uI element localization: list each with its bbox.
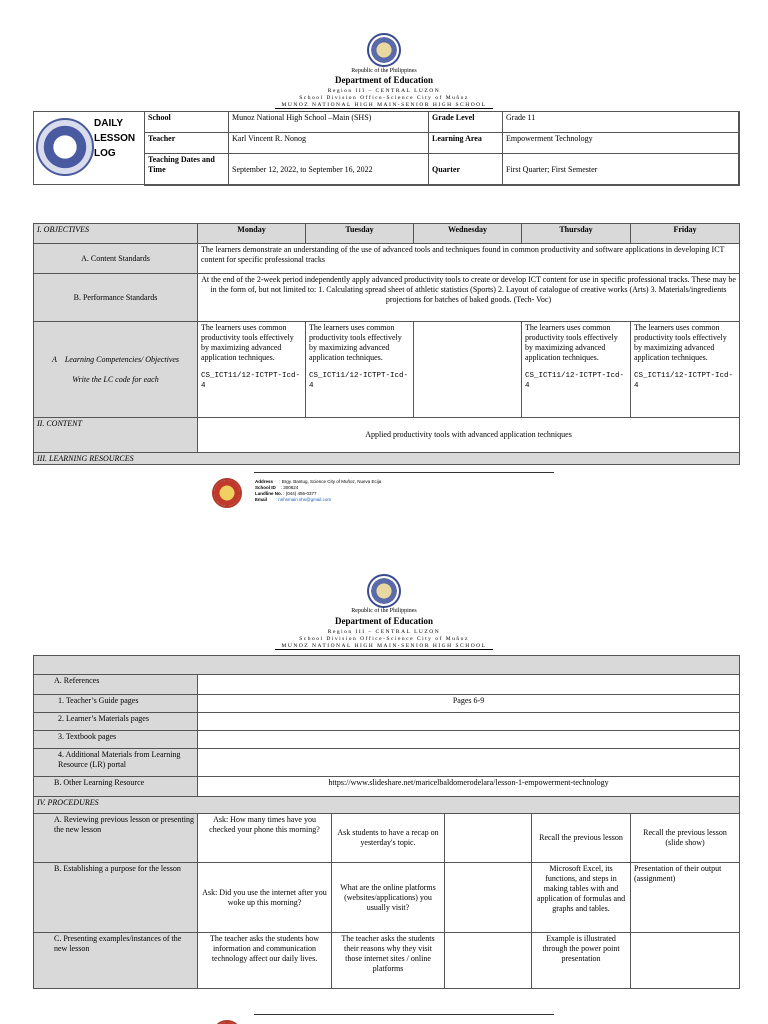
day-tuesday: Tuesday (306, 224, 414, 244)
competency-monday (198, 322, 306, 418)
day-wednesday: Wednesday (414, 224, 522, 244)
area-label: Learning Area (429, 133, 503, 154)
header-region: Region III – CENTRAL LUZON (327, 629, 441, 635)
references-value (198, 675, 740, 695)
proc-a-tuesday: Ask students to have a recap on yesterday's topic. (332, 814, 445, 863)
footer-rule (254, 1014, 554, 1015)
competency-text: The learners uses common productivity tools effectively by maximizing advanced application techniques. (634, 323, 727, 362)
competency-code: CS_ICT11/12-ICTPT-Icd-4 (309, 372, 409, 390)
competencies-title (37, 355, 194, 365)
dll-title-line: LESSON (94, 133, 136, 144)
dates-label: Teaching Dates and Time (145, 154, 229, 186)
area-value: Empowerment Technology (503, 133, 740, 154)
content-value: Applied productivity tools with advanced application techniques (198, 418, 740, 453)
header-department: Department of Education (335, 616, 433, 626)
competencies-text: Learning Competencies/ Objectives (64, 354, 180, 364)
dll-title-line: DAILY (94, 118, 124, 129)
competency-tuesday (306, 322, 414, 418)
competency-code: CS_ICT11/12-ICTPT-Icd-4 (525, 372, 625, 390)
header-rule (275, 649, 493, 650)
competency-text: The learners uses common productivity tools effectively by maximizing advanced application techniques. (201, 323, 294, 362)
proc-b-thursday: Microsoft Excel, its functions, and steps in making tables with and application of formulas and graphs and tables. (532, 863, 631, 933)
procedures-heading: IV. PROCEDURES (34, 797, 740, 814)
competencies-sub: Write the LC code for each (72, 374, 159, 384)
references-label: A. References (34, 675, 198, 695)
school-label: School (145, 112, 229, 133)
proc-c-friday (631, 933, 740, 989)
resources-top-bar (34, 656, 740, 675)
info-table (144, 111, 740, 186)
quarter-label: Quarter (429, 154, 503, 186)
header-department: Department of Education (335, 75, 433, 85)
proc-c-thursday: Example is illustrated through the power point presentation (532, 933, 631, 989)
content-standards-label: A. Content Standards (34, 244, 198, 274)
dll-title (94, 116, 135, 161)
proc-c-monday: The teacher asks the students how information and communication technology affect our daily lives. (198, 933, 332, 989)
school-value: Munoz National High School –Main (SHS) (229, 112, 429, 133)
page-footer (212, 1012, 557, 1024)
day-friday: Friday (631, 224, 740, 244)
proc-a-thursday: Recall the previous lesson (532, 814, 631, 863)
content-standards: The learners demonstrate an understanding of the use of advanced tools and techniques found in common productivity and software applications in developing ICT content for specific professional tracks (198, 244, 740, 274)
other-value[interactable]: https://www.slideshare.net/maricelbaldomerodelara/lesson-1-empowerment-technology (198, 777, 740, 797)
resources-table (33, 655, 740, 989)
proc-c-tuesday: The teacher asks the students their reasons why they visit those internet sites / online platforms (332, 933, 445, 989)
proc-a-monday: Ask: How many times have you checked your phone this morning? (198, 814, 332, 863)
textbook-value (198, 731, 740, 749)
deped-seal (367, 33, 401, 67)
teacher-value: Karl Vincent R. Nonog (229, 133, 429, 154)
objectives-table (33, 223, 740, 465)
competency-text: The learners uses common productivity tools effectively by maximizing advanced application techniques. (309, 323, 402, 362)
school-logo (212, 478, 242, 508)
day-monday: Monday (198, 224, 306, 244)
performance-standards: At the end of the 2-week period independently apply advanced productivity tools to create or develop ICT content for use in specific professional tracks. These may be in the form of, but not limited to: 1. Calculating spread sheet of athletic statistics (Sports) 2. Layout of catalogue of creative works (Arts) 3. Materials/ingredients projections for batches of baked goods. (Tech- Voc) (198, 274, 740, 322)
competency-friday (631, 322, 740, 418)
performance-standards-label: B. Performance Standards (34, 274, 198, 322)
competency-code: CS_ICT11/12-ICTPT-Icd-4 (634, 372, 734, 390)
footer-email[interactable]: Email : nnhsmain.shs@gmail.com (255, 497, 332, 502)
competency-code: CS_ICT11/12-ICTPT-Icd-4 (201, 372, 301, 390)
other-label: B. Other Learning Resource (34, 777, 198, 797)
header-school: MUNOZ NATIONAL HIGH MAIN-SENIOR HIGH SCHOOL (281, 102, 487, 108)
dll-title-line: LOG (94, 148, 116, 159)
header-republic: Republic of the Philippines (351, 608, 417, 614)
footer-school-id: School ID : 300824 (255, 485, 299, 490)
proc-b-monday: Ask: Did you use the internet after you woke up this morning? (198, 863, 332, 933)
content-heading: II. CONTENT (34, 418, 198, 453)
competency-wednesday (414, 322, 522, 418)
division-logo (36, 118, 94, 176)
dates-value: September 12, 2022, to September 16, 2022 (229, 154, 429, 186)
lm-value (198, 713, 740, 731)
tg-label: 1. Teacher’s Guide pages (34, 695, 198, 713)
footer-rule (254, 472, 554, 473)
competencies-label (34, 322, 198, 418)
grade-value: Grade 11 (503, 112, 740, 133)
header-division: School Division Office-Science City of Muñoz (299, 95, 469, 101)
deped-seal (367, 574, 401, 608)
competency-text: The learners uses common productivity tools effectively by maximizing advanced application techniques. (525, 323, 618, 362)
proc-a-friday: Recall the previous lesson (slide show) (631, 814, 740, 863)
lm-label: 2. Learner’s Materials pages (34, 713, 198, 731)
proc-b-label: B. Establishing a purpose for the lesson (34, 863, 198, 933)
competency-thursday (522, 322, 631, 418)
proc-c-wednesday (445, 933, 532, 989)
school-logo (212, 1020, 242, 1024)
textbook-label: 3. Textbook pages (34, 731, 198, 749)
proc-a-label: A. Reviewing previous lesson or presenting the new lesson (34, 814, 198, 863)
additional-label: 4. Additional Materials from Learning Resource (LR) portal (34, 749, 198, 777)
objectives-heading: I. OBJECTIVES (34, 224, 198, 244)
header-division: School Division Office-Science City of Muñoz (299, 636, 469, 642)
tg-value: Pages 6-9 (198, 695, 740, 713)
header-region: Region III – CENTRAL LUZON (327, 88, 441, 94)
teacher-label: Teacher (145, 133, 229, 154)
footer-landline: Landline No. : (044) 456-0377 (255, 491, 317, 496)
proc-b-friday: Presentation of their output (assignment) (631, 863, 740, 933)
resources-heading: III. LEARNING RESOURCES (34, 453, 740, 465)
header-rule (275, 108, 493, 109)
proc-a-wednesday (445, 814, 532, 863)
grade-label: Grade Level (429, 112, 503, 133)
header-republic: Republic of the Philippines (351, 68, 417, 74)
proc-b-wednesday (445, 863, 532, 933)
header-school: MUNOZ NATIONAL HIGH MAIN-SENIOR HIGH SCHOOL (281, 643, 487, 649)
quarter-value: First Quarter; First Semester (503, 154, 740, 186)
additional-value (198, 749, 740, 777)
day-thursday: Thursday (522, 224, 631, 244)
proc-b-tuesday: What are the online platforms (websites/applications) you usually visit? (332, 863, 445, 933)
proc-c-label: C. Presenting examples/instances of the new lesson (34, 933, 198, 989)
page-footer (212, 470, 557, 510)
competencies-letter: A (51, 354, 57, 364)
footer-address: Address : Brgy. Bantug, Science City of Muñoz, Nueva Ecija (255, 479, 382, 484)
